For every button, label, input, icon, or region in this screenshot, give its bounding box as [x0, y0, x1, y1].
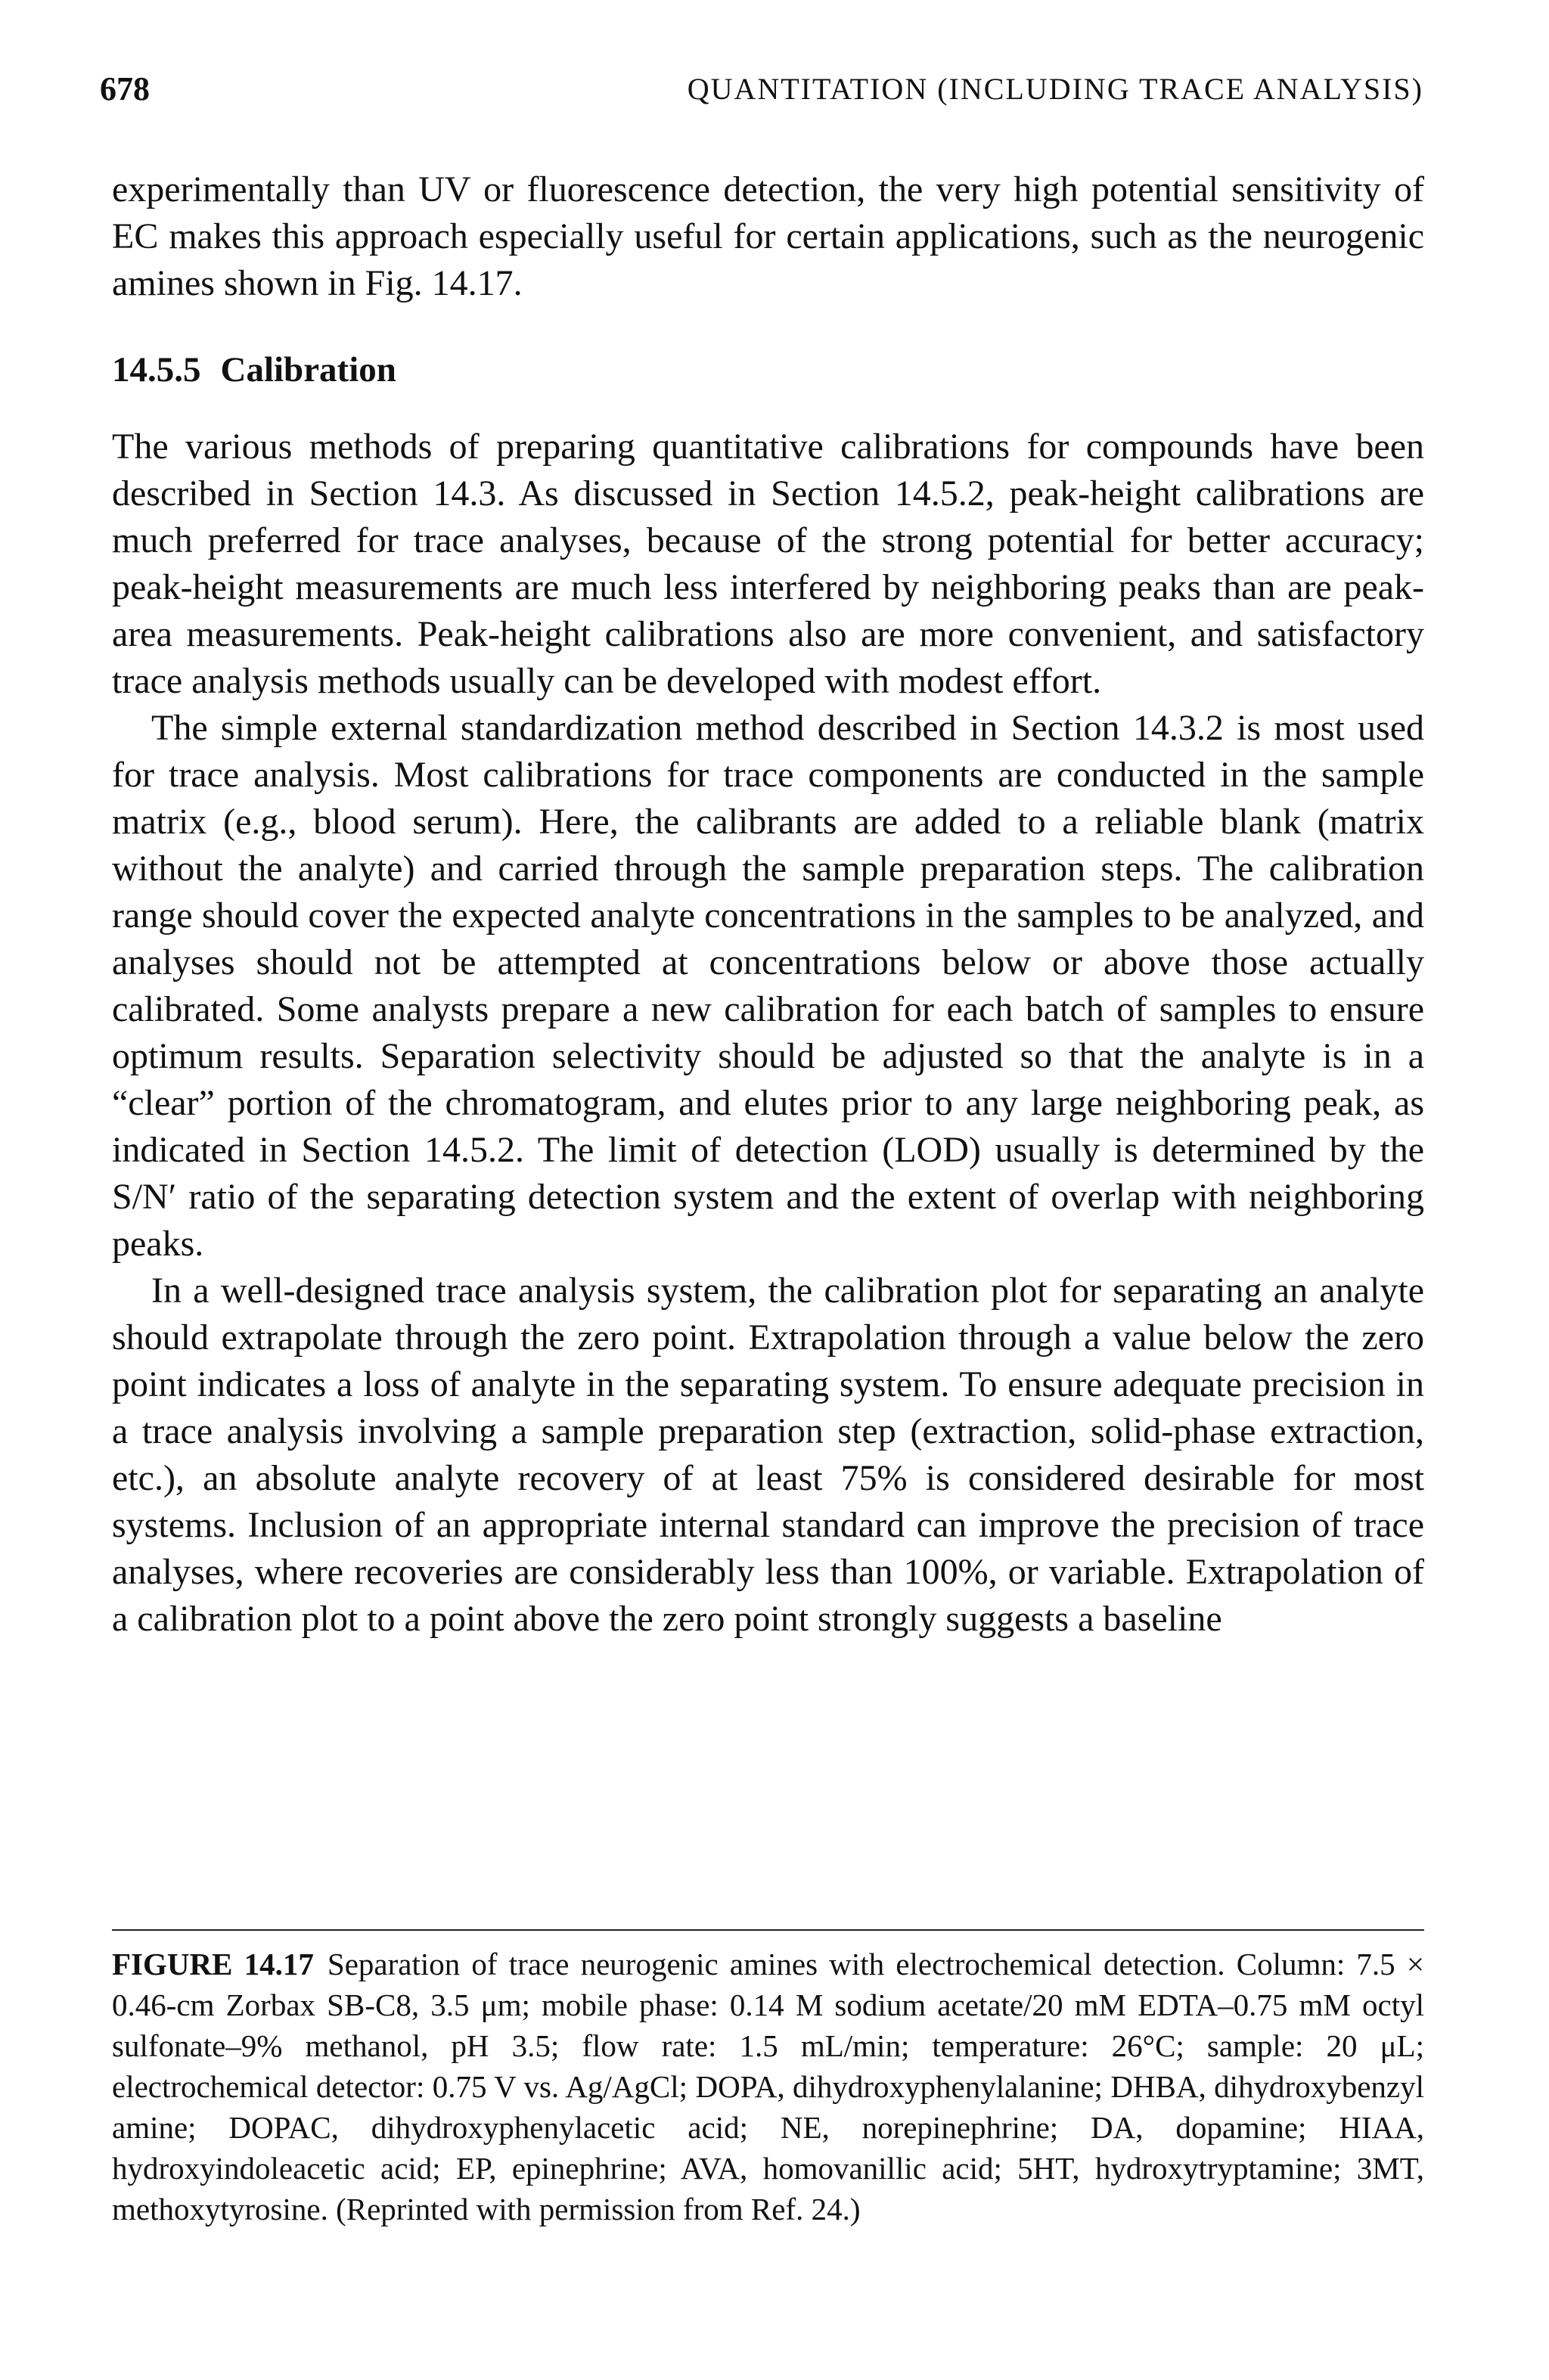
- section-number: 14.5.5: [112, 350, 201, 389]
- section-heading: [112, 346, 1424, 393]
- calibration-paragraph-1: The various methods of preparing quantitative calibrations for compounds have been described in Section 14.3. As discussed in Section 14.5.2, peak-height calibrations are much preferred for trace analyses, because of the strong potential for better accuracy; peak-height measurements are much less interfered by neighboring peaks than are peak-area measurements. Peak-height calibrations also are more convenient, and satisfactory trace analysis methods usually can be developed with modest effort.: [112, 427, 1424, 701]
- calibration-paragraph-3: In a well-designed trace analysis system, the calibration plot for separating an analyte should extrapolate through the zero point. Extrapolation through a value below the zero point indicates a loss of analyte in the separating system. To ensure adequate precision in a trace analysis involving a sample preparation step (extraction, solid-phase extraction, etc.), an absolute analyte recovery of at least 75% is considered desirable for most systems. Inclusion of an appropriate internal standard can improve the precision of trace analyses, where recoveries are considerably less than 100%, or variable. Extrapolation of a calibration plot to a point above the zero point strongly suggests a baseline: [112, 1271, 1424, 1639]
- caption-text: Separation of trace neurogenic amines with electrochemical detection. Column: 7.5 × 0.46-cm Zorbax SB-C8, 3.5 μm; mobile phase: 0.14 M sodium acetate/20 mM EDTA–0.75 mM octyl sulfonate–9% methanol, pH 3.5; flow rate: 1.5 mL/min; temperature: 26°C; sample: 20 μL; electrochemical detector: 0.75 V vs. Ag/AgCl; DOPA, dihydroxyphenylalanine; DHBA, dihydroxybenzyl amine; DOPAC, dihydroxyphenylacetic acid; NE, norepinephrine; DA, dopamine; HIAA, hydroxyindoleacetic acid; EP, epinephrine; AVA, homovanillic acid; 5HT, hydroxytryptamine; 3MT, methoxytyrosine. (Reprinted with permission from Ref. 24.): [112, 1947, 1424, 2226]
- figure-caption: [112, 1944, 1424, 2230]
- calibration-paragraph-2: The simple external standardization method described in Section 14.3.2 is most used for trace analysis. Most calibrations for trace components are conducted in the sample matrix (e.g., blood serum). Here, the calibrants are added to a reliable blank (matrix without the analyte) and carried through the sample preparation steps. The calibration range should cover the expected analyte concentrations in the samples to be analyzed, and analyses should not be attempted at concentrations below or above those actually calibrated. Some analysts prepare a new calibration for each batch of samples to ensure optimum results. Separation selectivity should be adjusted so that the analyte is in a “clear” portion of the chromatogram, and elutes prior to any large neighboring peak, as indicated in Section 14.5.2. The limit of detection (LOD) usually is determined by the S/N′ ratio of the separating detection system and the extent of overlap with neighboring peaks.: [112, 708, 1424, 1264]
- caption-label: FIGURE 14.17: [112, 1947, 314, 1981]
- caption-divider: [112, 1929, 1424, 1931]
- main-text: [112, 166, 1424, 1643]
- section-title: Calibration: [220, 350, 396, 389]
- page-number: 678: [100, 70, 150, 107]
- running-head: QUANTITATION (INCLUDING TRACE ANALYSIS): [687, 72, 1423, 106]
- opening-paragraph: experimentally than UV or fluorescence detection, the very high potential sensitivity of EC makes this approach especially useful for certain applications, such as the neurogenic amines shown in Fig. 14.17.: [112, 169, 1424, 303]
- page-header: [100, 70, 1423, 115]
